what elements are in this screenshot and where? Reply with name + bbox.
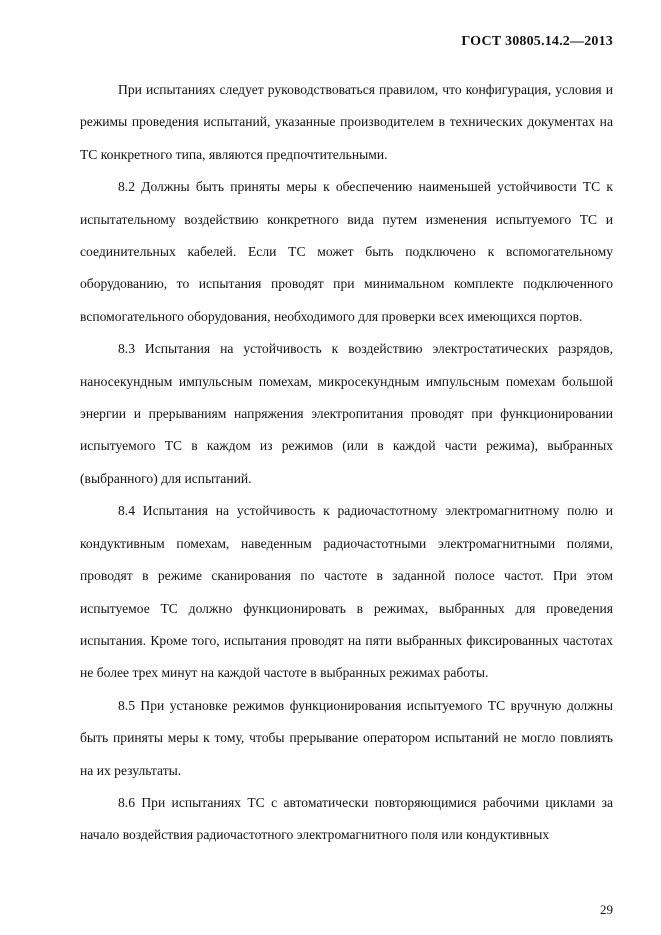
paragraph-intro: При испытаниях следует руководствоваться правилом, что конфигурация, условия и режимы проведения испытаний, указанные производителем в технических документах на ТС конкретного типа, являются предпочтительными. bbox=[80, 82, 613, 162]
paragraph-8-2: 8.2 Должны быть приняты меры к обеспечению наименьшей устойчивости ТС к испытательному воздействию конкретного вида путем изменения испытуемого ТС и соединительных кабелей. Если ТС может быть подключено к вспомогательному оборудованию, то испытания проводят при минимальном комплекте подключенного вспомогательного оборудования, необходимого для проверки всех имеющихся портов. bbox=[80, 179, 613, 324]
body-text bbox=[80, 74, 613, 852]
standard-header: ГОСТ 30805.14.2—2013 bbox=[461, 34, 613, 49]
paragraph-8-4: 8.4 Испытания на устойчивость к радиочастотному электромагнитному полю и кондуктивным помехам, наведенным радиочастотными электромагнитными полями, проводят в режиме сканирования по частоте в заданной полосе частот. При этом испытуемое ТС должно функционировать в режимах, выбранных для проведения испытания. Кроме того, испытания проводят на пяти выбранных фиксированных частотах не более трех минут на каждой частоте в выбранных режимах работы. bbox=[80, 503, 613, 681]
paragraph-8-3: 8.3 Испытания на устойчивость к воздействию электростатических разрядов, наносекундным импульсным помехам, микросекундным импульсным помехам большой энергии и прерываниям напряжения электропитания проводят при функционировании испытуемого ТС в каждом из режимов (или в каждой части режима), выбранных (выбранного) для испытаний. bbox=[80, 341, 613, 486]
paragraph-8-5: 8.5 При установке режимов функционирования испытуемого ТС вручную должны быть приняты меры к тому, чтобы прерывание оператором испытаний не могло повлиять на их результаты. bbox=[80, 697, 613, 778]
page-number: 29 bbox=[600, 902, 613, 917]
paragraph-8-6: 8.6 При испытаниях ТС с автоматически повторяющимися рабочими циклами за начало воздействия радиочастотного электромагнитного поля или кондуктивных bbox=[80, 794, 613, 843]
